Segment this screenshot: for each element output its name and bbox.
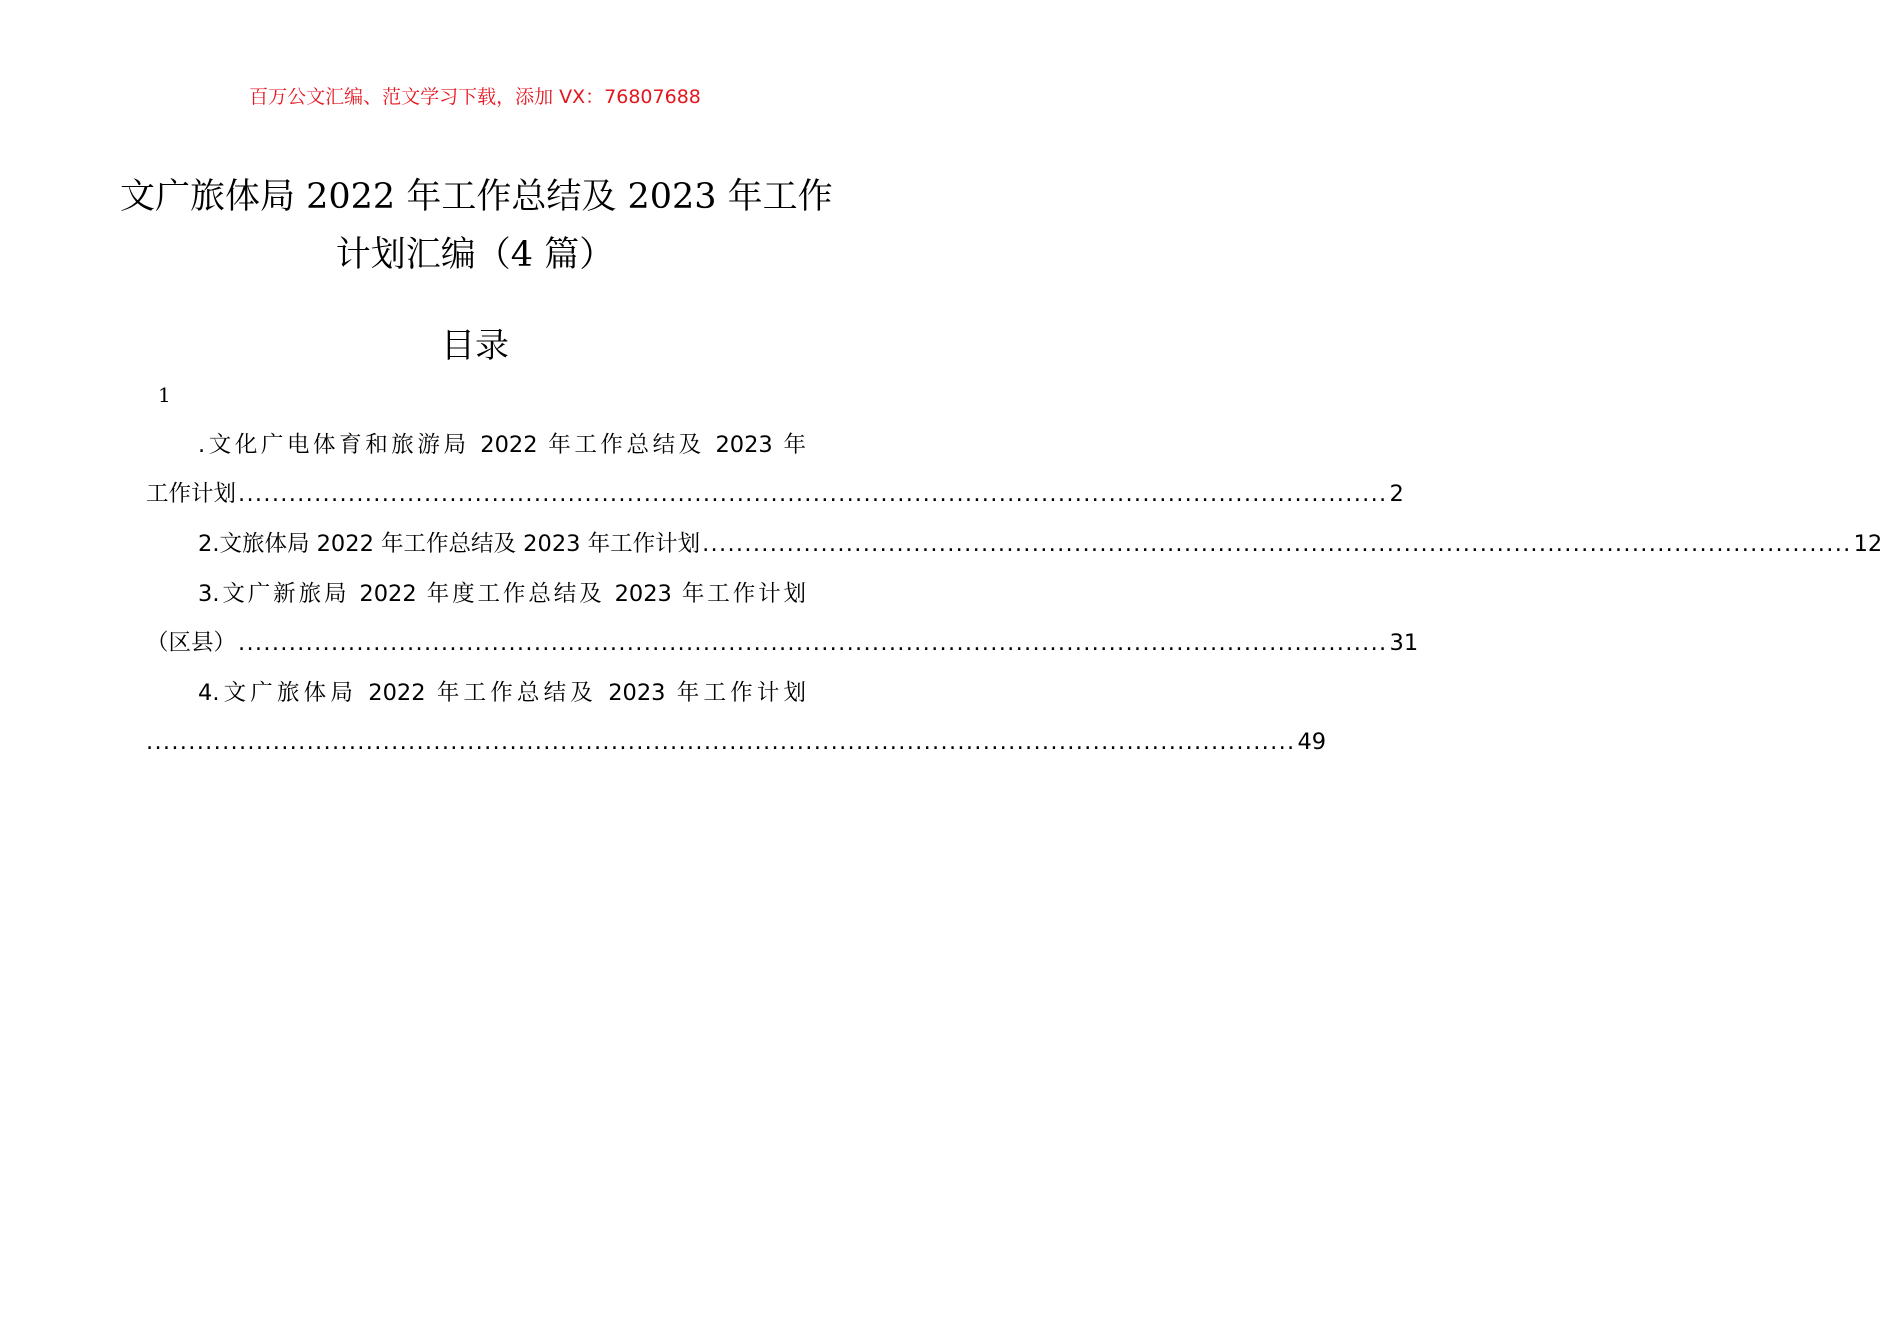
document-title-line-1: 文广旅体局 2022 年工作总结及 2023 年工作 — [120, 177, 833, 217]
toc-heading: 目录 — [441, 326, 509, 366]
toc-entry-3-line-2[interactable] — [146, 627, 1419, 659]
toc-leader-dots: ........................................................................................................................................ — [238, 630, 1388, 656]
toc-entry-4-page: 49 — [1297, 729, 1327, 755]
toc-entry-3-line-1[interactable] — [146, 578, 806, 610]
toc-entry-3-page: 31 — [1389, 630, 1419, 656]
toc-entry-1-title-cont: 工作计划 — [146, 481, 237, 507]
stray-number: 1 — [158, 383, 171, 407]
toc-entry-3-title: 3.文广新旅局 2022 年度工作总结及 2023 年工作计划 — [198, 581, 806, 607]
toc-entry-4-line-1[interactable] — [146, 677, 806, 709]
header-watermark-note: 百万公文汇编、范文学习下载，添加 VX：76807688 — [249, 86, 701, 108]
document-title — [120, 168, 833, 284]
toc-entry-2-page: 12 — [1853, 531, 1882, 557]
toc-entry-2-title: 2.文旅体局 2022 年工作总结及 2023 年工作计划 — [198, 531, 701, 557]
toc-entry-3-title-cont: （区县） — [146, 630, 237, 656]
toc-leader-dots: ........................................................................................................................................ — [238, 481, 1388, 507]
toc-entry-4-title: 4.文广旅体局 2022 年工作总结及 2023 年工作计划 — [198, 680, 806, 706]
toc-entry-1-line-2[interactable] — [146, 478, 1404, 510]
toc-leader-dots: ........................................................................................................................................ — [146, 729, 1296, 755]
toc-leader-dots: ........................................................................................................................................ — [702, 531, 1852, 557]
toc-entry-2-line-1[interactable] — [146, 528, 1882, 560]
toc-entry-4-line-2[interactable] — [146, 726, 1327, 758]
toc-entry-1-title: .文化广电体育和旅游局 2022 年工作总结及 2023 年 — [198, 432, 806, 458]
document-title-line-2: 计划汇编（4 篇） — [335, 235, 615, 275]
toc-entry-1-page: 2 — [1389, 481, 1404, 507]
toc-entry-1-line-1[interactable] — [146, 429, 806, 461]
